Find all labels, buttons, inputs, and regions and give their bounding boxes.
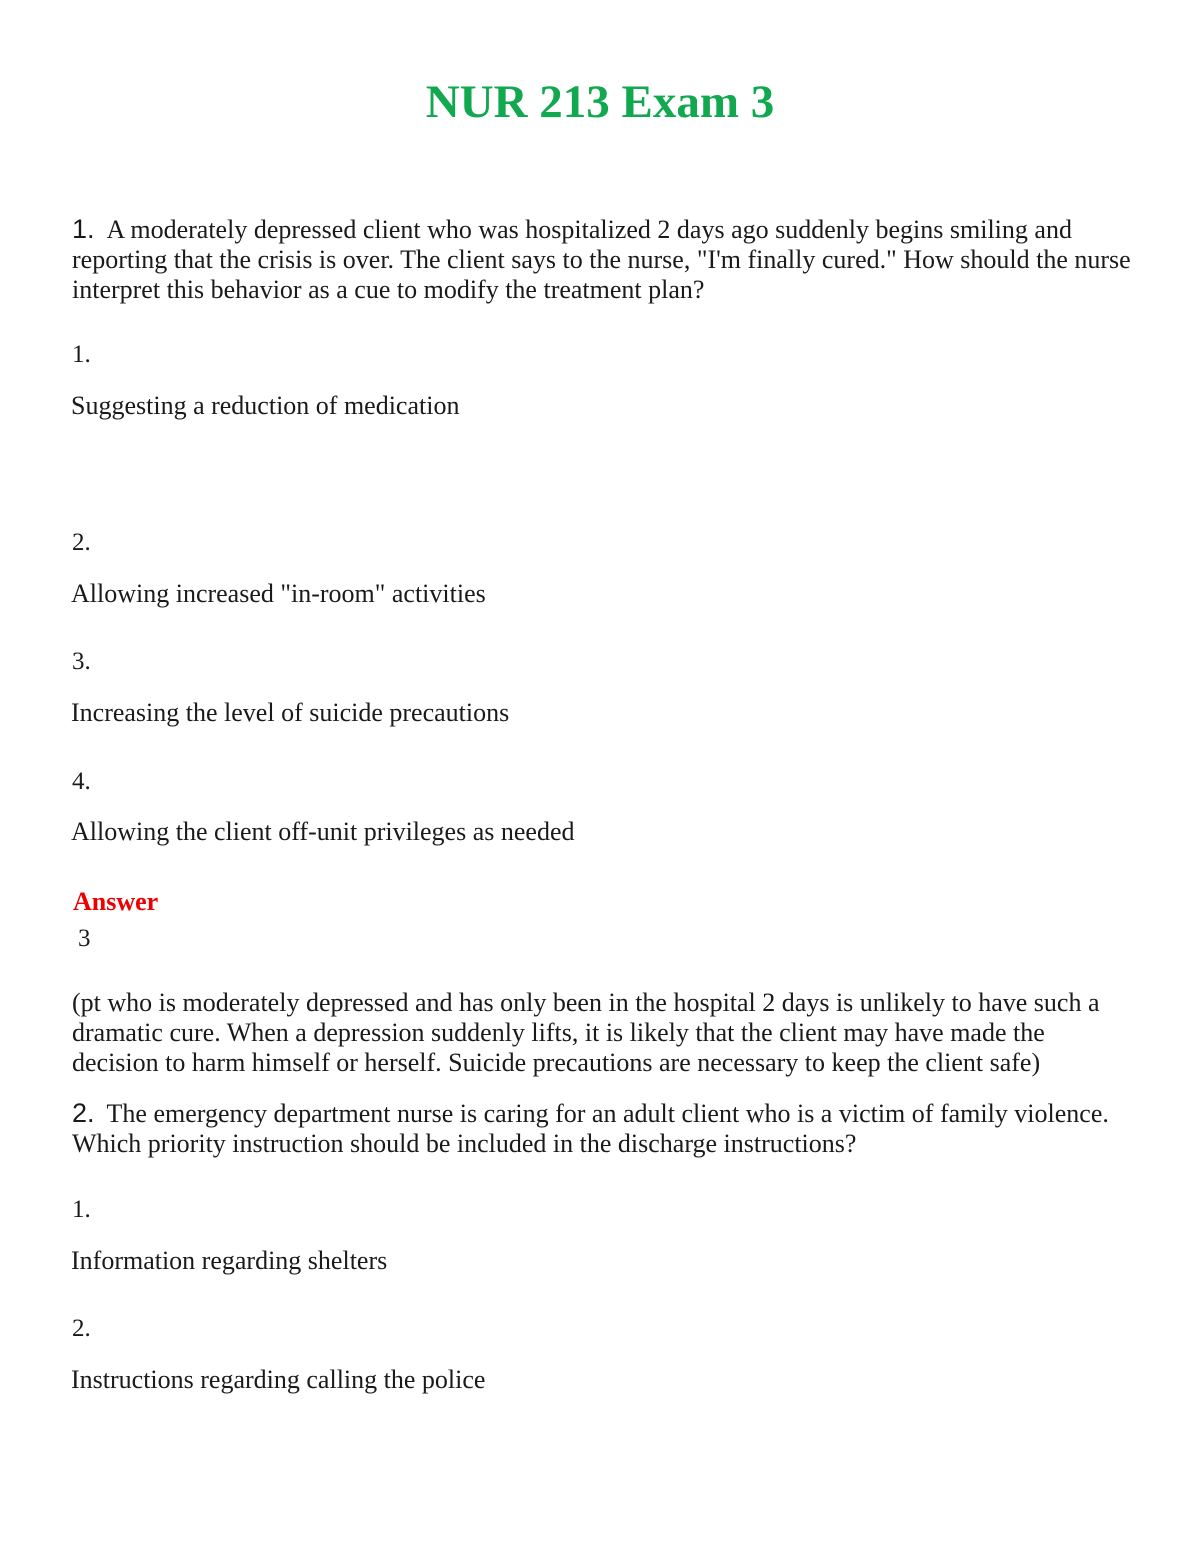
option-number: 2. [72, 1315, 91, 1342]
answer-rationale: (pt who is moderately depressed and has only been in the hospital 2 days is unlikely to have such a dramatic cure. When a depression suddenly lifts, it is likely that the client may have made the decision to harm himself or herself. Suicide precautions are necessary to keep the client safe) [72, 988, 1100, 1077]
question-text: The emergency department nurse is caring for an adult client who is a victim of family violence. Which priority instruction should be included in the discharge instructions? [72, 1099, 1109, 1158]
answer-label: Answer [73, 887, 159, 916]
question-2 [72, 1098, 1132, 1159]
question-number: 2. [72, 1098, 95, 1128]
option-number: 2. [72, 529, 91, 556]
option-number: 1. [72, 1196, 91, 1223]
option-text: Information regarding shelters [71, 1246, 388, 1275]
question-number: 1. [72, 214, 95, 244]
option-text: Suggesting a reduction of medication [71, 391, 460, 420]
option-text: Increasing the level of suicide precautions [71, 698, 510, 727]
document-title: NUR 213 Exam 3 [425, 76, 775, 128]
answer-value: 3 [78, 925, 91, 952]
option-number: 3. [72, 648, 91, 675]
option-number: 1. [72, 341, 91, 368]
option-number: 4. [72, 768, 91, 795]
question-1 [72, 214, 1132, 305]
question-text: A moderately depressed client who was hospitalized 2 days ago suddenly begins smiling and reporting that the crisis is over. The client says to the nurse, "I'm finally cured." How should the nurse interpret this behavior as a cue to modify the treatment plan? [72, 215, 1131, 304]
option-text: Allowing the client off-unit privileges as needed [71, 817, 575, 846]
option-text: Allowing increased "in-room" activities [71, 579, 486, 608]
option-text: Instructions regarding calling the police [71, 1365, 486, 1394]
